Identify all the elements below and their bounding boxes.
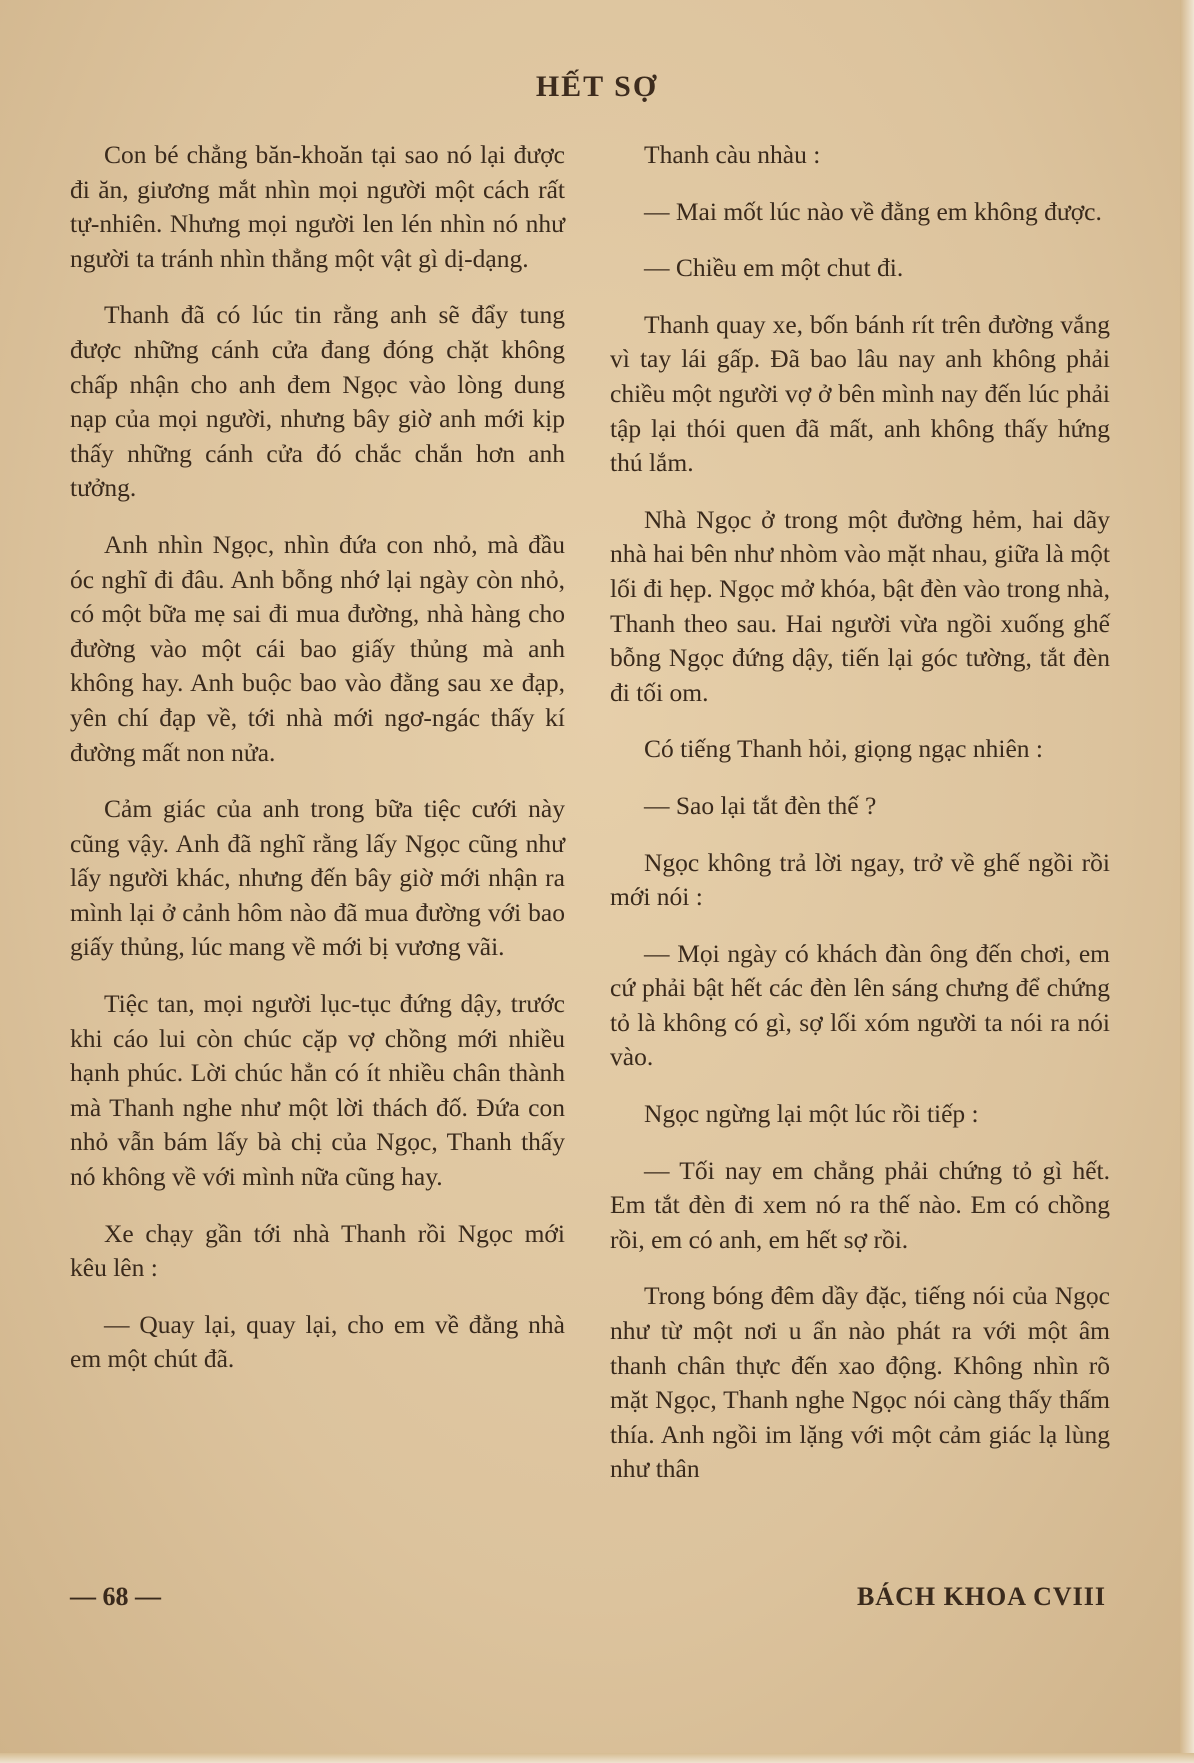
paragraph: — Tối nay em chẳng phải chứng tỏ gì hết. Em tắt đèn đi xem nó ra thế nào. Em có chồng rồi, em có anh, em hết sợ rồi. bbox=[610, 1155, 1110, 1254]
publication-name: BÁCH KHOA CVIII bbox=[856, 1582, 1106, 1611]
paragraph: Thanh càu nhàu : bbox=[644, 140, 821, 169]
right-text-column bbox=[610, 138, 1110, 1509]
paragraph: Trong bóng đêm dầy đặc, tiếng nói của Ngọc như từ một nơi u ẩn nào phát ra với một âm thanh chân thực đến xao động. Không nhìn rõ mặt Ngọc, Thanh nghe Ngọc nói càng thấy thấm thía. Anh ngồi im lặng với một cảm giác lạ lùng như thân bbox=[610, 1281, 1110, 1484]
page-header-title: HẾT SỢ bbox=[535, 70, 659, 103]
paragraph: Thanh quay xe, bốn bánh rít trên đường vắng vì tay lái gấp. Đã bao lâu nay anh không phải chiều một người vợ ở bên mình nay đến lúc phải tập lại thói quen đã mất, anh không thấy hứng thú lắm. bbox=[610, 309, 1110, 478]
page-number: — 68 — bbox=[70, 1582, 161, 1611]
paper-edge-right bbox=[1180, 0, 1194, 1763]
paragraph: — Mai mốt lúc nào về đằng em không được. bbox=[644, 196, 1102, 226]
paragraph: Thanh đã có lúc tin rằng anh sẽ đẩy tung được những cánh cửa đang đóng chặt không chấp nhận cho anh đem Ngọc vào lòng dung nạp của mọi người, nhưng bây giờ anh mới kịp thấy những cánh cửa đó chắc chắn hơn anh tưởng. bbox=[70, 300, 565, 503]
paragraph: Nhà Ngọc ở trong một đường hẻm, hai dãy nhà hai bên như nhòm vào mặt nhau, giữa là một lối đi hẹp. Ngọc mở khóa, bật đèn vào trong nhà, Thanh theo sau. Hai người vừa ngồi xuống ghế bỗng Ngọc đứng dậy, tiến lại góc tường, tắt đèn đi tối om. bbox=[610, 504, 1111, 707]
paragraph: Xe chạy gần tới nhà Thanh rồi Ngọc mới kêu lên : bbox=[70, 1218, 565, 1283]
paragraph: Ngọc ngừng lại một lúc rồi tiếp : bbox=[644, 1099, 979, 1129]
paragraph: — Chiều em một chut đi. bbox=[644, 253, 904, 283]
paragraph: — Quay lại, quay lại, cho em về đằng nhà em một chút đã. bbox=[70, 1309, 565, 1374]
paragraph: Anh nhìn Ngọc, nhìn đứa con nhỏ, mà đầu óc nghĩ đi đâu. Anh bỗng nhớ lại ngày còn nhỏ, có một bữa mẹ sai đi mua đường, nhà hàng cho đường vào một cái bao giấy thủng mà anh không hay. Anh buộc bao vào đằng sau xe đạp, yên chí đạp về, tới nhà mới ngơ-ngác thấy kí đường mất non nửa. bbox=[70, 529, 565, 767]
paragraph: — Mọi ngày có khách đàn ông đến chơi, em cứ phải bật hết các đèn lên sáng chưng để chứng tỏ là không có gì, sợ lối xóm người ta nói ra nói vào. bbox=[610, 938, 1110, 1072]
paragraph: Ngọc không trả lời ngay, trở về ghế ngồi rồi mới nói : bbox=[610, 847, 1110, 912]
paragraph: Con bé chẳng băn-khoăn tại sao nó lại được đi ăn, giương mắt nhìn mọi người một cách rất tự-nhiên. Nhưng mọi người len lén nhìn nó như người ta tránh nhìn thẳng một vật gì dị-dạng. bbox=[70, 140, 565, 273]
left-text-column bbox=[70, 138, 565, 1399]
paragraph: Cảm giác của anh trong bữa tiệc cưới này cũng vậy. Anh đã nghĩ rằng lấy Ngọc cũng như lấy người khác, nhưng đến bây giờ mới nhận ra mình lại ở cảnh hôm nào đã mua đường với bao giấy thủng, lúc mang về mới bị vương vãi. bbox=[70, 794, 565, 962]
paper-edge-bottom bbox=[0, 1753, 1194, 1763]
paragraph: Tiệc tan, mọi người lục-tục đứng dậy, trước khi cáo lui còn chúc cặp vợ chồng mới nhiều hạnh phúc. Lời chúc hẳn có ít nhiều chân thành mà Thanh nghe như một lời thách đố. Đứa con nhỏ vẫn bám lấy bà chị của Ngọc, Thanh thấy nó không về với mình nữa cũng hay. bbox=[70, 989, 565, 1192]
paragraph: Có tiếng Thanh hỏi, giọng ngạc nhiên : bbox=[644, 734, 1043, 764]
paragraph: — Sao lại tắt đèn thế ? bbox=[644, 790, 877, 820]
